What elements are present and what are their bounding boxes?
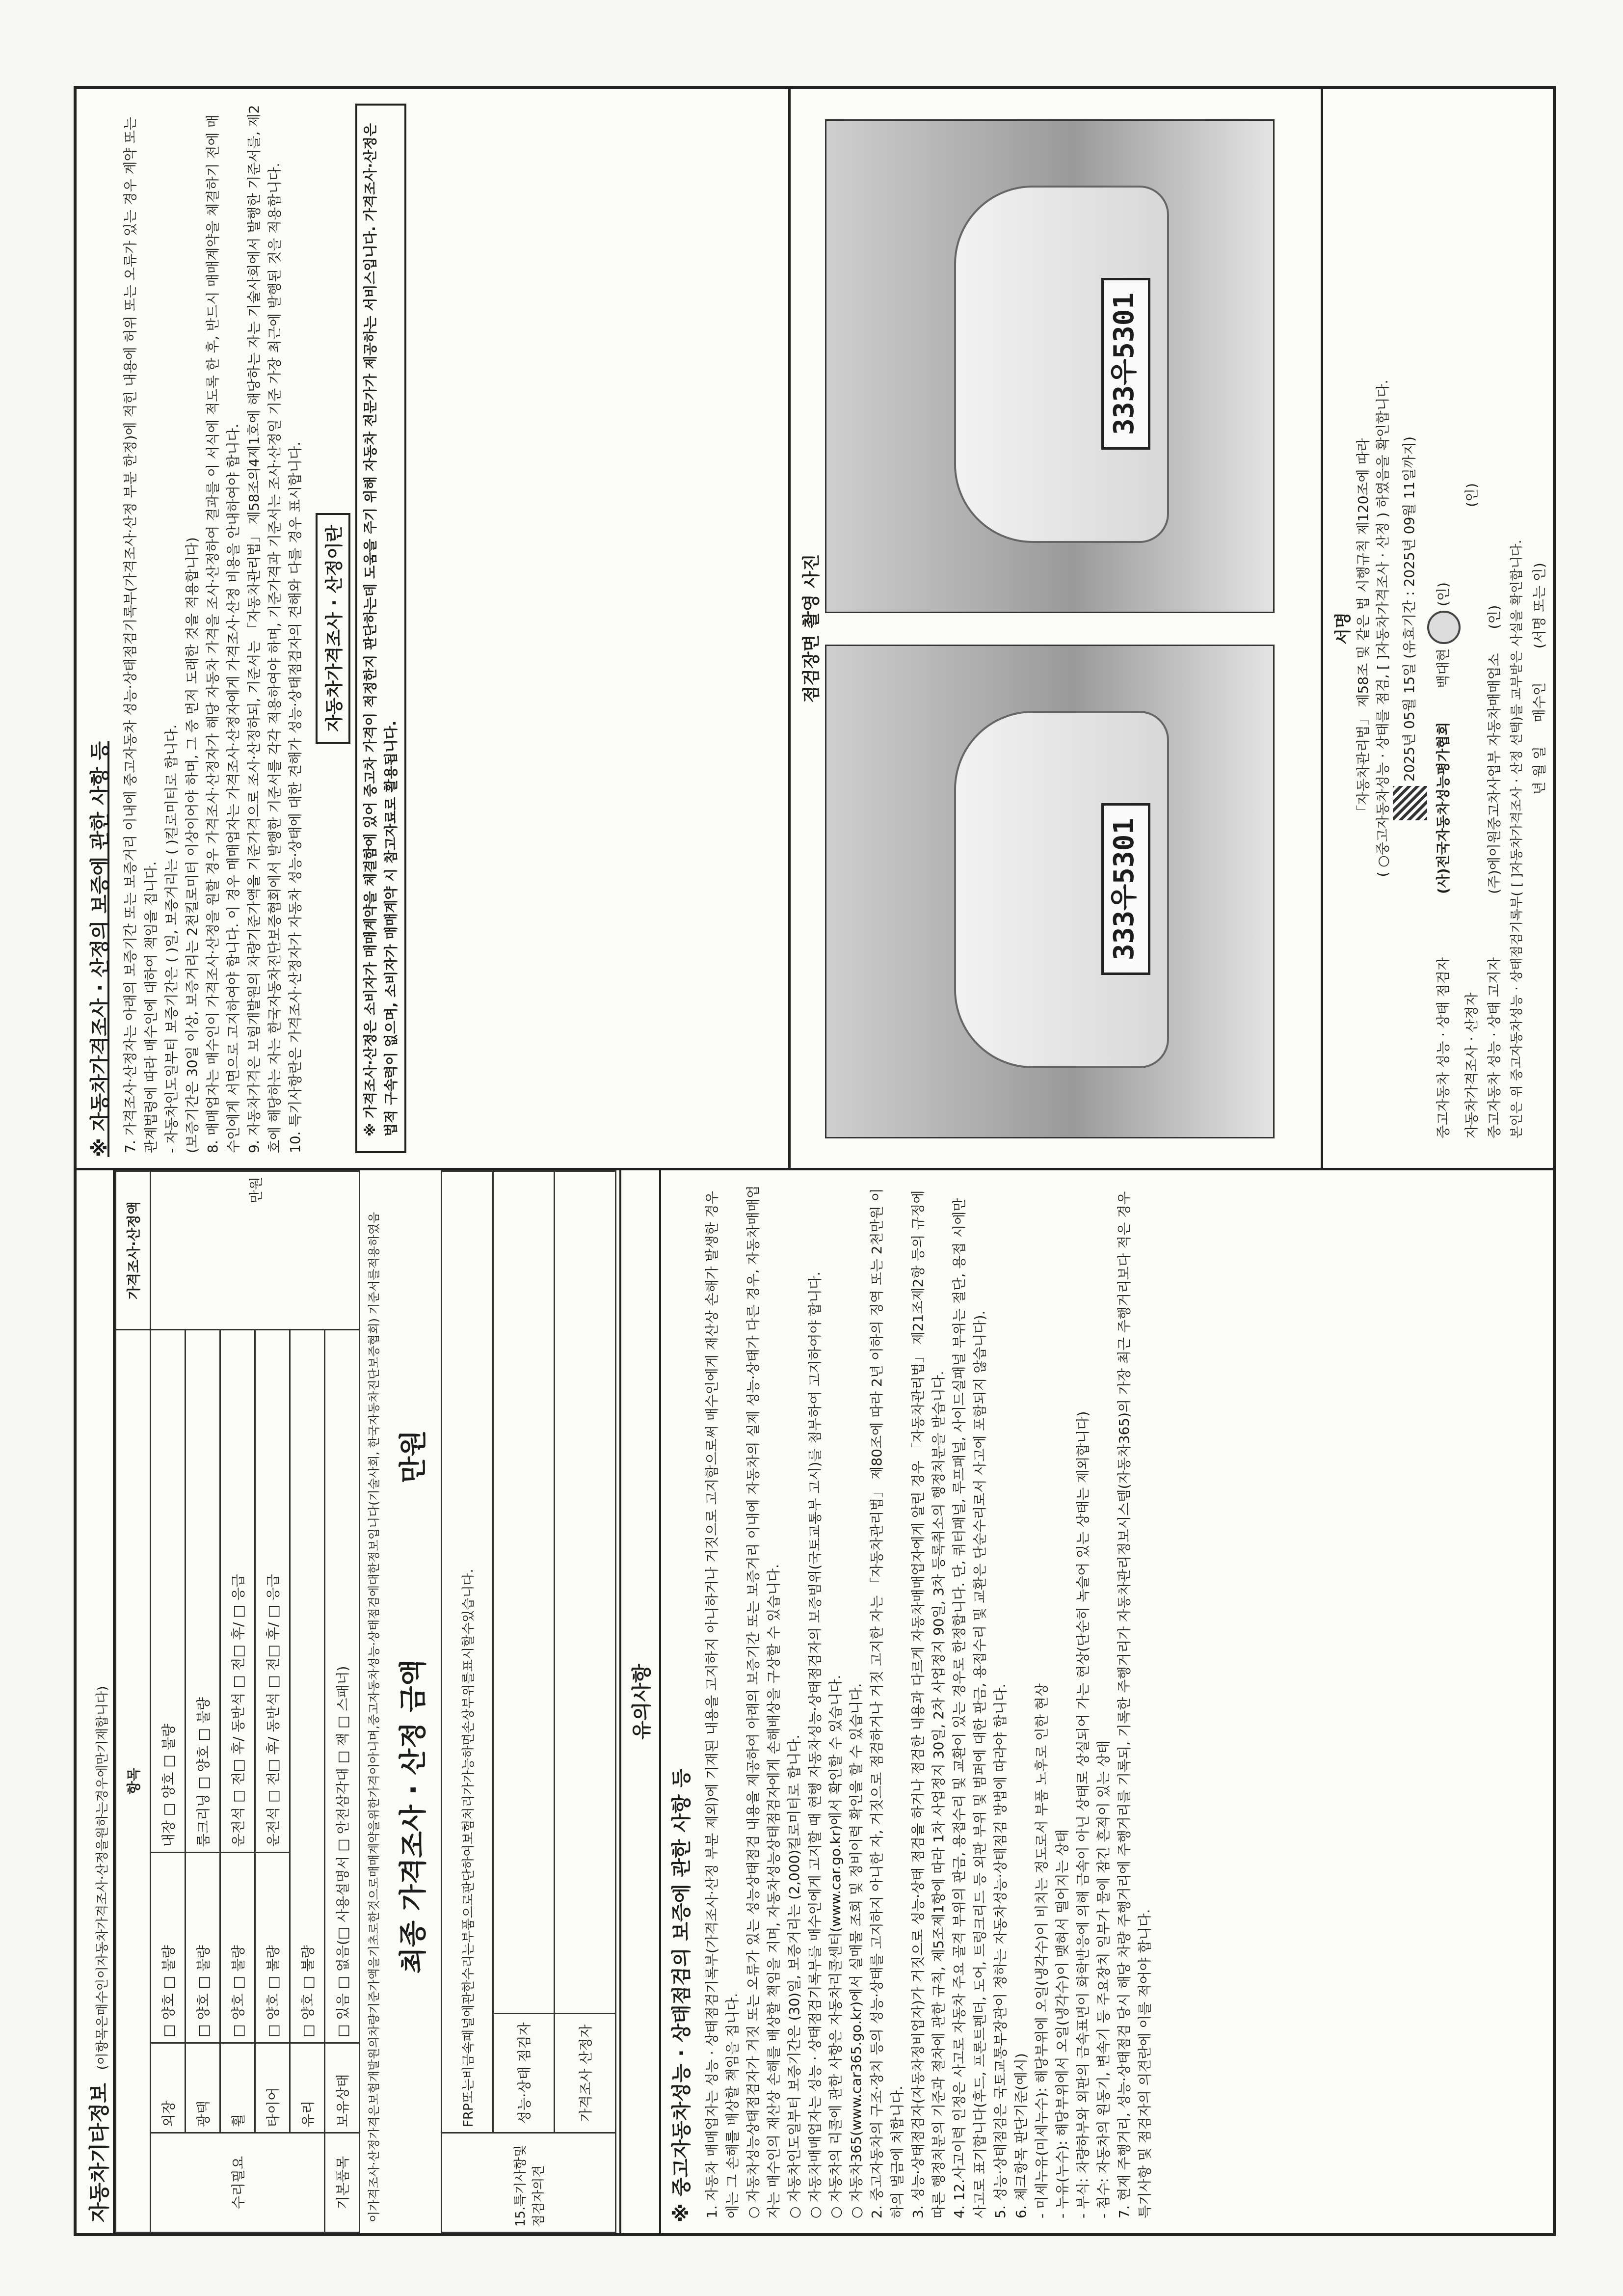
list-item: 8. 매매업자는 매수인이 가격조사·산정을 원할 경우 가격조사·산정자가 해당 자동차 가격을 조사·산정하여 결과를 이 서식에 적도록 한 후, 반드시 매매계약을 체결하기 전에 매수인에게 서면으로 고지하여야 합니다. 이 경우 매매업자는 가격조사·산정자에게 가격조사·산정 비용을 안내하여야 합니다. (205, 114, 241, 1153)
row-options-2 (186, 1330, 220, 1853)
frp-note: FRP또는비금속패널에관한수리는부품으로판단하여보험처리가가능하면손상부위를표시할수있습니다. (442, 1171, 493, 2133)
other-info-subtitle: (이항목은매수인이자동차가격조사·산정을원하는경우에만기재합니다) (95, 1686, 110, 2070)
other-info-header (77, 1170, 115, 2233)
inspector-org: (사)전국자동차성능평가협회 (1435, 722, 1451, 894)
list-item: 10. 특기사항란은 가격조사·산정자가 자동차 성능·상태에 대한 견해가 성능·상태점검자의 견해와 다를 경우 표시합니다. (287, 441, 303, 1153)
price-label: 자동차가격조사 · 산정자 (1463, 992, 1480, 1138)
left-panel (77, 1168, 1553, 2233)
list-item: ○ 자동차인도일부터 보증기간은 (30)일, 보증거리는 (2,000)킬로미터로 합니다. (786, 1734, 802, 2218)
col-item: 항목 (116, 1330, 151, 2233)
other-info-table (115, 1170, 360, 2233)
price-warranty-list (117, 89, 309, 1168)
table-row (151, 1171, 186, 2233)
table-row (186, 1171, 220, 2233)
row-options: □ 양호 □ 불량 (151, 1853, 186, 2043)
row-opts-2: □ 양호 □ 불량 (160, 1724, 177, 1816)
license-plate-front: 333우5301 (1101, 803, 1150, 975)
row-label-2: 룸크리닝 (195, 1793, 212, 1847)
buyer-date: 년 월 일 (1531, 746, 1547, 795)
cautions-title: 유의사항 (619, 1170, 661, 2233)
list-item: ○ 자동차의 리콜에 관한 사항은 자동차리콜센터(www.car.go.kr)에서 확인할 수 있습니다. (827, 1675, 844, 2218)
signature-date: 2025년 05월 15일 (유효기간 : 2025년 09월 11일까지) (1401, 436, 1417, 782)
table-row (255, 1171, 290, 2233)
row-options-2 (151, 1330, 186, 1853)
signature-statement-2: ( ○중고자동차성능 · 상태를 점검, [ ]자동차가격조사 · 산정 ) 하였음을 확인합니다. (1375, 379, 1391, 877)
row-options: □ 있음 □ 없음(□ 사용설명서 □ 안전삼각대 □ 잭 □ 스패너) (325, 1330, 360, 2043)
signature-date-line (1393, 89, 1427, 1168)
price-opinion-label: 가격조사 산정자 (555, 2014, 616, 2133)
list-item: 6. 체크항목 판단기준(예시) (1013, 2053, 1029, 2218)
list-item: 9. 자동차가격은 보험개발원의 차량기준가액을 기준가격으로 조사·산정하되, 기준서는 「자동차관리법」 제58조의4제1호에 해당하는 자는 기술사회에서 발행한 기준서를, 제2호에 해당하는 자는 한국자동차진단보증협회에서 발행한 기준서를 각각 적용하여야 하며, 기준가격과 기준서는 조사·산정일 기준 가장 최근에 발행된 것을 적용합니다. (246, 105, 283, 1153)
notice-row (1483, 118, 1506, 1138)
qr-code-icon (1393, 786, 1427, 820)
list-item: 2. 중고자동차의 구조·장치 등의 성능·상태를 고지하지 아니한 자, 거짓으로 점검하거나 거짓 고지한 자는 「자동차관리법」 제80조에 따라 2년 이하의 징역 또는 2천만원 이하의 벌금에 처합니다. (869, 1188, 905, 2218)
notice-label: 중고자동차 성능 · 상태 고지자 (1486, 957, 1502, 1138)
row-options: □ 양호 □ 불량 (255, 1853, 290, 2043)
signature-section (1326, 89, 1553, 1168)
warranty-title: ※ 중고자동차성능 · 상태점검의 보증에 관한 사항 등 (670, 1768, 693, 2222)
price-box-title-wrap (316, 89, 350, 1168)
signature-title: 서명 (1333, 612, 1353, 645)
special-notes-label: 15.특기사항및 점검자의견 (442, 2133, 616, 2233)
row-options: □ 양호 □ 불량 (220, 1853, 255, 2043)
other-info-note: 이가격조사·산정가격은보험개발원의차량기준가액을기초로한것으로매매계약을위한가격이아니며,중고자동차성능·상태점검에대한정보입니다(기술사회, 한국자동차진단보증협회) 기준서를적용하였음 (367, 1212, 381, 2222)
rear-photo (825, 119, 1275, 613)
price-cell: 만원 (151, 1171, 360, 1330)
list-item: - 미세누유(미세누수): 해당부위에 오일(냉각수)이 비치는 정도로서 부품 노후로 인한 현상 (1034, 1683, 1050, 2218)
front-photo (825, 645, 1275, 1138)
price-box-title: 자동차가격조사 · 산정이란 (316, 513, 350, 743)
row-label: 광택 (186, 2043, 220, 2133)
document-frame (74, 86, 1556, 2236)
rotated-document (74, 86, 1556, 2236)
other-info-title: 자동차기타정보 (87, 2082, 111, 2222)
inspector-name: 백대현 (1435, 648, 1451, 688)
row-label: 유리 (290, 2043, 325, 2133)
photo-section (788, 89, 1323, 1168)
table-row (290, 1171, 325, 2233)
row-opts-2: □ 양호 □ 불량 (195, 1697, 212, 1789)
final-price (384, 1170, 439, 2233)
final-price-label: 최종 가격조사 · 산정 금액 (398, 1659, 429, 1974)
price-seal: (인) (1463, 483, 1480, 507)
final-price-unit: 만원 (398, 1430, 429, 1483)
list-item: 5. 성능·상태점검은 국토교통부장관이 정하는 자동차성능·상태점검 방법에 따라야 합니다. (992, 1683, 1009, 2218)
row-label: 외장 (151, 2043, 186, 2133)
warranty-list (699, 1170, 1158, 2233)
row-label: 타이어 (255, 2043, 290, 2133)
row-options: □ 양호 □ 불량 (186, 1853, 220, 2043)
inspector-opinion-value (493, 1171, 555, 2014)
row-options-2: 운전석 □ 전□ 후/ 동반석 □ 전□ 후/ □ 응급 (255, 1330, 290, 1853)
price-warranty-title: ※ 자동차가격조사 · 산정의 보증에 관한 사항 등 (89, 741, 111, 1157)
inspector-seal: (인) (1435, 582, 1451, 606)
row-label-2: 내장 (160, 1820, 177, 1847)
list-item: - 부식: 차량하부와 외판의 금속표면이 화학반응에 의해 금속이 아닌 상태로 상실되어 가는 현상(단순히 녹슬어 있는 상태는 제외합니다) (1075, 1411, 1091, 2218)
inspector-row (1427, 118, 1461, 1138)
row-options-2: 운전석 □ 전□ 후/ 동반석 □ 전□ 후/ □ 응급 (220, 1330, 255, 1853)
inspector-label: 중고자동차 성능 · 상태 점검자 (1435, 957, 1451, 1138)
seal-stamp-icon (1427, 611, 1461, 644)
list-item: 3. 성능·상태점검자(자동차정비업자)가 거짓으로 성능·상태 점검을 하거나 점검한 내용과 다르게 자동차매매업자에게 알린 경우 「자동차관리법」 제21조제2항 등의 규정에 따른 행정처분의 기준과 절차에 관한 규칙, 제5조제1항에 따라 1차 사업정지 30일, 2차 사업정지 90일, 3차 등록취소의 행정처분을 받습니다. (910, 1190, 947, 2218)
list-item: 7. 현재 주행거리, 성능·상태점검 당시 해당 차량 주행거리에 주행거리를 기록되, 기록한 주행거리가 자동차관리정보시스템(자동차365)의 가장 최근 주행거리보다 적은 경우 특기사항 및 점검자의 의견란에 이를 적어야 합니다. (1116, 1191, 1153, 2218)
table-row (220, 1171, 255, 2233)
list-item: - 침수: 자동차의 원동기, 변속기 등 주요장치 일부가 물에 잠긴 흔적이 있는 상태 (1095, 1740, 1112, 2218)
list-item: - 누유(누수): 해당부위에서 오일(냉각수)이 맺혀서 떨어지는 상태 (1054, 1829, 1070, 2218)
list-item: 7. 가격조사·산정자는 아래의 보증기간 또는 보증거리 이내에 중고자동차 성능·상태점검기록부(가격조사·산정 부분 한정)에 적힌 내용에 허위 또는 오류가 있는 경우 계약 또는 관계법령에 따라 매수인에 대하여 책임을 집니다. (122, 117, 159, 1153)
signature-statement-1: 「자동차관리법」 제58조 및 같은 법 시행규칙 제120조에 따라 (1355, 438, 1371, 819)
list-item: ○ 자동차365(www.car365.go.kr)에서 실매물 조회 및 정비이력 확인을 할 수 있습니다. (848, 1683, 864, 2218)
list-item: - 자동차인도일부터 보증기간은 ( )일, 보증거리는 ( )킬로미터로 합니다. (163, 724, 180, 1153)
buyer-row (1528, 118, 1551, 1138)
row-label: 휠 (220, 2043, 255, 2133)
list-item: (보증기간은 30일 이상, 보증거리는 2천킬로미터 이상이어야 하며, 그 중 먼저 도래한 것을 적용합니다) (184, 537, 200, 1153)
buyer-statement: 본인은 위 중고자동차성능 · 상태점검기록부( [ ]자동차가격조사 · 산정 선택)를 교부받은 사실을 확인합니다. (1510, 540, 1524, 1138)
signers (1427, 89, 1551, 1168)
right-panel (77, 89, 1553, 1168)
col-price: 가격조사·산정액 (116, 1171, 151, 1330)
row-options: □ 양호 □ 불량 (290, 1330, 325, 2043)
notice-seal: (인) (1486, 605, 1502, 629)
list-item: 4. 12.사고이력 인정은 사고로 자동차 주요 골격 부위의 판금, 용접수리 및 교환이 있는 경우로 한정합니다. 단, 쿼터패널, 루프패널, 사이드실패널 부위는 절단, 용접 시에만 사고로 표기합니다(후드, 프론트펜더, 도어, 트렁크리드 등 외판 부위 및 범퍼에 대한 판금, 용접수리 및 교환은 단순수리로서 사고에 포함되지 않습니다). (951, 1198, 988, 2218)
buyer-label: 매수인 (1531, 682, 1547, 723)
list-item: 1. 자동차 매매업자는 성능 · 상태점검기록부(가격조사·산정 부분 제외)에 기재된 내용을 고지하지 아니하거나 거짓으로 고지함으로써 매수인에게 재산상 손해가 발생한 경우에는 그 손해를 배상할 책임을 집니다. (704, 1191, 741, 2218)
price-opinion-value (555, 1171, 616, 2014)
inspector-opinion-label: 성능·상태 점검자 (493, 2014, 555, 2133)
list-item: ○ 자동차성능상태점검자가 거짓 또는 오류가 있는 성능상태점검 내용을 제공하여 아래의 보증기간 또는 보증거리 이내에 자동차의 실제 성능·상태가 다른 경우, 자동차매매업자는 매수인의 재산상 손해를 배상할 책임을 지며, 자동차성능상태점검자에게 손해배상을 구상할 수 있습니다. (745, 1185, 782, 2218)
price-box-text: ※ 가격조사·산정은 소비자가 매매계약을 체결함에 있어 중고차 가격이 적정한지 판단하는데 도움을 주기 위해 자동차 전문가가 제공하는 서비스입니다. 가격조사·산정은 법적 구속력이 없으며, 소비자가 매매계약 시 참고자료로 활용됩니다. (355, 104, 406, 1153)
table-row (325, 1171, 360, 2233)
group-label: 수리필요 (151, 2133, 325, 2233)
list-item: ○ 자동차매매업자는 성능 · 상태점검기록부를 매수인에게 고지할 때 현행 자동차성능·상태점검자의 보증범위(국토교통부 고시)를 첨부하여 고지하여야 합니다. (807, 1271, 823, 2218)
special-notes-table (441, 1170, 616, 2233)
buyer-seal: (서명 또는 인) (1531, 563, 1547, 649)
row-label: 보유상태 (325, 2043, 360, 2133)
price-row (1461, 118, 1483, 1138)
license-plate-rear: 333우5301 (1101, 278, 1150, 450)
group-label: 기본품목 (325, 2133, 360, 2233)
photo-section-title: 점검장면 촬영 사진 (801, 554, 822, 703)
notice-org: (주)에이원중고차사업부 자동차매매업소 (1486, 653, 1502, 894)
